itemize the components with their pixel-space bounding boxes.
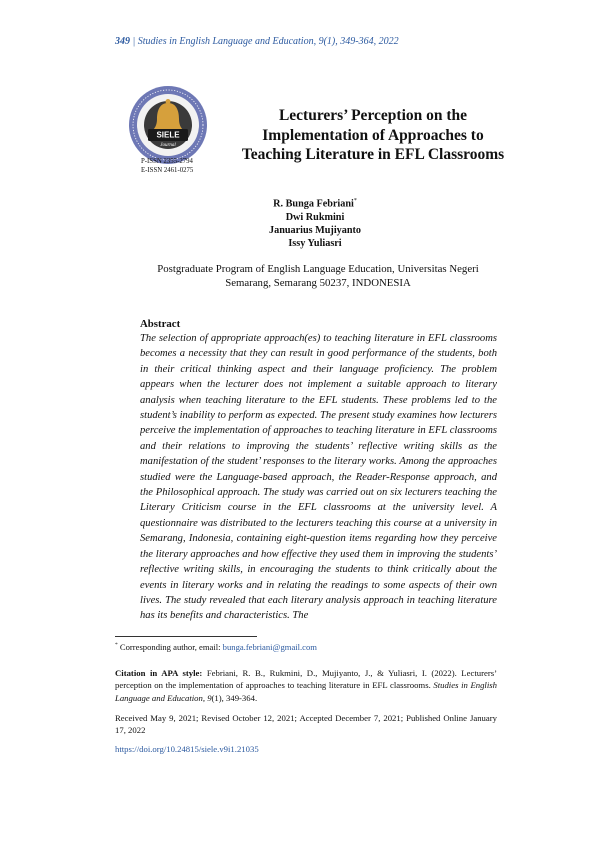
author-name: Issy Yuliasri [288, 238, 342, 249]
siele-journal-logo [128, 85, 208, 165]
citation-label: Citation in APA style: [115, 668, 203, 678]
affiliation [140, 262, 496, 290]
author-name: R. Bunga Febriani [273, 198, 354, 210]
citation-volume: 9 [205, 692, 212, 703]
doi-link[interactable]: https://doi.org/10.24815/siele.v9i1.21035 [115, 744, 259, 754]
author [200, 237, 430, 250]
author [200, 211, 430, 224]
apa-citation [115, 667, 497, 704]
abstract-heading: Abstract [140, 318, 181, 330]
citation-text: Febriani, R. B., Rukmini, D., Mujiyanto, J., & Yuliasri, I. (2022). Lecturers’ perception on the implementation of approaches to teaching literature in EFL classrooms. [115, 668, 497, 691]
corresponding-author-footnote [115, 642, 317, 652]
print-issn: P-ISSN 2355-2794 [141, 158, 193, 165]
footnote-label: Corresponding author, email: [117, 642, 223, 652]
running-head [115, 36, 399, 47]
publication-history: Received May 9, 2021; Revised October 12, 2021; Accepted December 7, 2021; Published Online January 17, 2022 [115, 713, 497, 736]
affiliation-line: Postgraduate Program of English Language Education, Universitas Negeri [157, 263, 479, 275]
author-name: Dwi Rukmini [285, 211, 345, 223]
author [200, 195, 430, 211]
title-line: Teaching Literature in EFL Classrooms [241, 146, 505, 163]
corresponding-mark: * [353, 198, 357, 204]
citation-issue-pages: (1), 349-364. [211, 692, 258, 703]
author-email-link[interactable]: bunga.febriani@gmail.com [222, 642, 317, 652]
abstract-text: The selection of appropriate approach(es) to teaching literature in EFL classrooms becomes a necessity that they can result in good performance of the students, both in their critical thinking aspect and their language proficiency. The problem appears when the lecturer does not implement a suitable approach to literary analysis when teaching literature to the EFL students. These problems led to the student’s inability to perform as expected. The present study examines how lecturers perceive the implementation of approaches to teaching literature in EFL classrooms and their relations to improving the students’ reflective writing skills as the manifestation of the student’ responses to the literary works. Among the approaches studied were the Language-based approach, the Reader-Response approach, and the Philosophical approach. The study was carried out on six lecturers teaching the Literary Criticism course in the EFL classrooms at the university level. A questionnaire was distributed to the lecturers teaching this course at a university in Semarang, Indonesia, containing eight-question items regarding how they perceive the literary approaches and how effective they used them in improving the students’ reflective writing skills, in encouraging the students to think critically about the events in literary works and in relating the readings to some aspects of their own lives. The study revealed that each literary analysis approach in teaching literature has its benefits and characteristics. The [140, 333, 497, 622]
logo-subtitle-text: Journal [160, 143, 176, 148]
electronic-issn: E-ISSN 2461-0275 [141, 167, 194, 174]
logo-title-text: SIELE [156, 130, 180, 140]
page-number: 349 [115, 36, 130, 47]
article-title [218, 106, 528, 165]
affiliation-line: Semarang, Semarang 50237, INDONESIA [225, 277, 411, 289]
author-list [200, 195, 430, 250]
footnote-divider [115, 636, 257, 637]
author [200, 224, 430, 237]
citation-journal: Studies in English Language and Education, [115, 680, 497, 703]
author-name: Januarius Mujiyanto [269, 224, 361, 236]
journal-citation-line: | Studies in English Language and Education, 9(1), 349-364, 2022 [130, 36, 399, 47]
footnote-mark: * [115, 642, 118, 649]
title-line: Lecturers’ Perception on the [278, 107, 468, 124]
title-line: Implementation of Approaches to [262, 126, 484, 144]
